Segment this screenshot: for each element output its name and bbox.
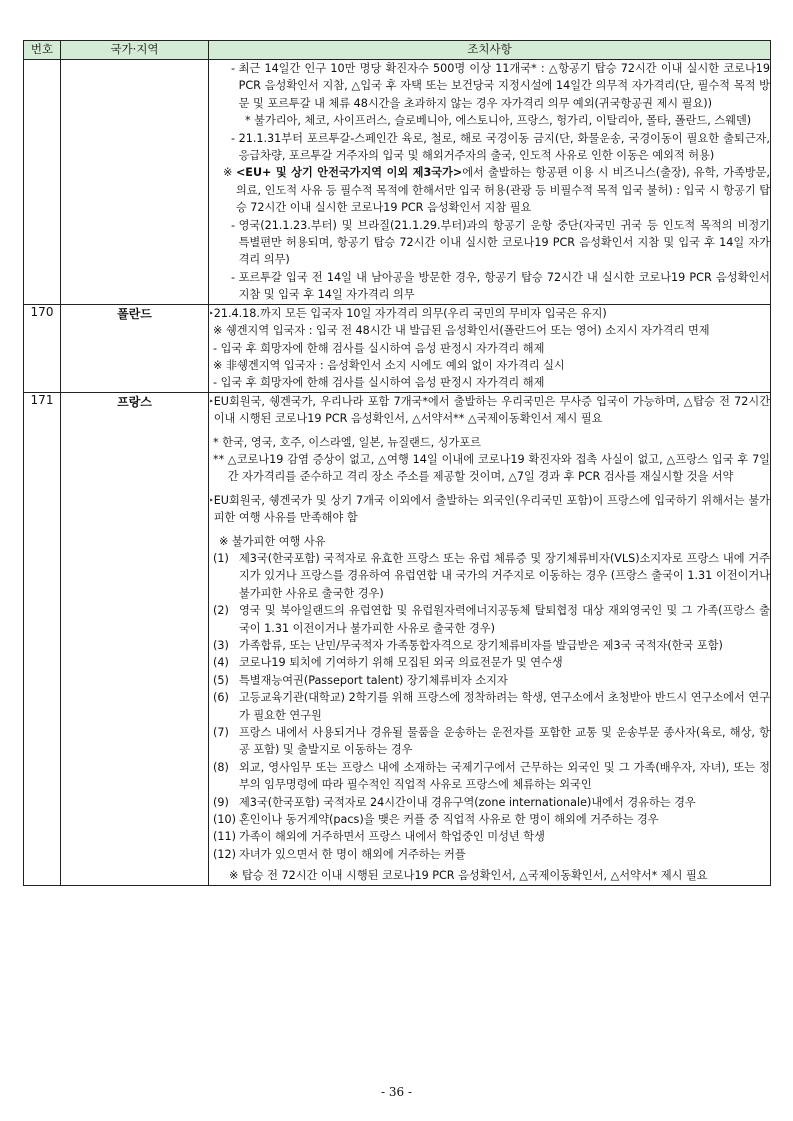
- header-country: 국가·지역: [61, 41, 209, 60]
- list-item: - 포르투갈 입국 전 14일 내 남아공을 방문한 경우, 항공기 탑승 72시간 내 실시한 코로나19 PCR 음성확인서 지참 및 입국 후 14일 자가격리 의무: [231, 270, 770, 302]
- reason-number: (8): [213, 760, 229, 774]
- reason-item: [213, 794, 770, 811]
- reason-number: (4): [213, 656, 229, 670]
- reason-text: 가족이 해외에 거주하면서 프랑스 내에서 학업중인 미성년 학생: [239, 830, 545, 844]
- list-item: ※ 불가피한 여행 사유: [219, 534, 326, 548]
- country-name: 폴란드: [61, 304, 209, 392]
- reason-number: (10): [213, 813, 236, 827]
- country-name: 프랑스: [61, 392, 209, 885]
- list-item: ‣ 21.4.18.까지 모든 입국자 10일 자가격리 의무(우리 국민의 무비자 입국은 유지): [209, 306, 607, 320]
- country-cell: [61, 60, 209, 305]
- reason-item: [213, 828, 770, 845]
- reason-number: (12): [213, 847, 236, 861]
- table-row-poland: [24, 304, 771, 392]
- measures-cell: [209, 60, 771, 305]
- list-item: ** △코로나19 감염 증상이 없고, △여행 14일 이내에 코로나19 확진자와 접촉 사실이 없고, △프랑스 입국 후 7일간 자가격리를 준수하고 격리 장소 주소를 제공할 것이며, △7일 경과 후 PCR 검사를 재실시할 것을 서약: [213, 452, 770, 484]
- emphasis-text: <EU+ 및 상기 안전국가지역 이외 제3국가>: [235, 166, 463, 180]
- header-measures: 조치사항: [209, 41, 771, 60]
- list-item: ※ <EU+ 및 상기 안전국가지역 이외 제3국가>에서 출발하는 항공편 이용 시 비즈니스(출장), 유학, 가족방문, 의료, 인도적 사유 등 필수적 목적에 한해서만 입국 허용(관광 등 비필수적 목적 입국 불허) : 입국 시 항공기 탑승 72시간 이내 실시한 코로나19 PCR 음성확인서 지참 필요: [223, 166, 770, 215]
- measures-cell: [209, 392, 771, 885]
- reason-text: 제3국(한국포함) 국적자로 24시간이내 경유구역(zone internationale)내에서 경유하는 경우: [239, 795, 696, 809]
- row-number: 171: [24, 392, 61, 885]
- list-item: ※ 쉥겐지역 입국자 : 입국 전 48시간 내 발급된 음성확인서(폴란드어 또는 영어) 소지시 자가격리 면제: [213, 324, 710, 338]
- number-cell: [24, 60, 61, 305]
- table-header-row: [24, 41, 771, 60]
- list-item: - 입국 후 희망자에 한해 검사를 실시하여 음성 판정시 자가격리 해제: [213, 376, 545, 390]
- reason-number: (3): [213, 639, 229, 652]
- reason-item: [213, 811, 770, 828]
- reason-item: [213, 689, 770, 724]
- reason-number: (1): [213, 551, 229, 565]
- reason-number: (9): [213, 795, 229, 809]
- reason-number: (5): [213, 673, 229, 687]
- list-item: * 불가리아, 체코, 사이프러스, 슬로베니아, 에스토니아, 프랑스, 헝가리, 이탈리아, 몰타, 폴란드, 스웨덴): [245, 114, 752, 128]
- measures-table: [23, 40, 771, 886]
- list-item: - 21.1.31부터 포르투갈-스페인간 육로, 철로, 해로 국경이동 금지(단, 화물운송, 국경이동이 필요한 출퇴근자, 응급차량, 포르투갈 거주자의 입국 및 해외거주자의 출국, 인도적 사유로 인한 이동은 예외적 허용): [231, 131, 770, 163]
- reason-text: 제3국(한국포함) 국적자로 유효한 프랑스 또는 유럽 체류증 및 장기체류비자(VLS)소지자로 프랑스 내에 거주지가 있거나 프랑스를 경유하여 유럽연합 내 국가의 거주지로 이동하는 경우 (프랑스 출국이 1.31 이전이거나 불가피한 사유로 출국한 경우): [239, 551, 770, 600]
- list-item: * 한국, 영국, 호주, 이스라엘, 일본, 뉴질랜드, 싱가포르: [213, 435, 481, 449]
- header-number: 번호: [24, 41, 61, 60]
- reason-item: [213, 550, 770, 602]
- reason-text: 혼인이나 동거계약(pacs)을 맺은 커플 중 직업적 사유로 한 명이 해외에 거주하는 경우: [239, 813, 659, 827]
- reason-text: 자녀가 있으면서 한 명이 해외에 거주하는 커플: [239, 847, 466, 861]
- list-item: ‣ EU회원국, 쉥겐국가, 우리나라 포함 7개국*에서 출발하는 우리국민은 무사증 입국이 가능하며, △탑승 전 72시간 이내 시행된 코로나19 PCR 음성확인서, △서약서** △국제이동확인서 제시 필요: [209, 394, 770, 426]
- list-item: - 최근 14일간 인구 10만 명당 확진자수 500명 이상 11개국* : △항공기 탑승 72시간 이내 실시한 코로나19 PCR 음성확인서 지참, △입국 후 자택 또는 보건당국 지정시설에 14일간 의무적 자가격리(단, 필수적 목적 방문 및 포르투갈 내 체류 48시간을 초과하지 않는 경우 자가격리 의무 예외(귀국항공권 제시 필요)): [231, 62, 770, 110]
- reason-text: 코로나19 퇴치에 기여하기 위해 모집된 외국 의료전문가 및 연수생: [239, 656, 563, 670]
- reason-text: 특별재능여권(Passeport talent) 장기체류비자 소지자: [239, 673, 508, 687]
- list-item: ‣ EU회원국, 쉥겐국가 및 상기 7개국 이외에서 출발하는 외국인(우리국민 포함)이 프랑스에 입국하기 위해서는 불가피한 여행 사유를 만족해야 함: [209, 493, 770, 525]
- reason-text: 프랑스 내에서 사용되거나 경유될 물품을 운송하는 운전자를 포함한 교통 및 운송부문 종사자(육로, 해상, 항공 포함) 및 출발지로 이동하는 경우: [239, 726, 770, 757]
- page-number: - 36 -: [380, 1085, 412, 1099]
- reason-text: 가족합류, 또는 난민/무국적자 가족통합자격으로 장기체류비자를 발급받은 제3국 국적자(한국 포함): [239, 639, 723, 652]
- reason-item: [213, 759, 770, 794]
- reason-number: (6): [213, 691, 229, 705]
- reason-text: 영국 및 북아일랜드의 유럽연합 및 유럽원자력에너지공동체 탈퇴협정 대상 재외영국인 및 그 가족(프랑스 출국이 1.31 이전이거나 불가피한 사유로 출국한 경우): [239, 604, 770, 635]
- reason-list: [209, 550, 770, 863]
- measures-cell: [209, 304, 771, 392]
- list-item: - 입국 후 희망자에 한해 검사를 실시하여 음성 판정시 자가격리 해제: [213, 341, 545, 355]
- table-row-continued: [24, 60, 771, 305]
- reason-number: (11): [213, 830, 236, 844]
- reason-item: [213, 672, 770, 689]
- reason-text: 외교, 영사임무 또는 프랑스 내에 소재하는 국제기구에서 근무하는 외국인 및 그 가족(배우자, 자녀), 또는 정부의 임무명령에 따라 필수적인 직업적 사유로 프랑스에 체류하는 외국인: [239, 760, 770, 792]
- list-item: ※ 탑승 전 72시간 이내 시행된 코로나19 PCR 음성확인서, △국제이동확인서, △서약서* 제시 필요: [229, 869, 708, 883]
- reason-item: [213, 654, 770, 671]
- list-item: ※ 非쉥겐지역 입국자 : 음성확인서 소지 시에도 예외 없이 자가격리 실시: [213, 358, 565, 372]
- reason-item: [213, 602, 770, 637]
- reason-item: [213, 846, 770, 863]
- reason-number: (2): [213, 604, 229, 618]
- reason-item: [213, 637, 770, 654]
- reason-item: [213, 724, 770, 759]
- reason-text: 고등교육기관(대학교) 2학기를 위해 프랑스에 정착하려는 학생, 연구소에서 초청받아 반드시 연구소에서 연구가 필요한 연구원: [239, 691, 770, 722]
- list-item: - 영국(21.1.23.부터) 및 브라질(21.1.29.부터)과의 항공기 운항 중단(자국민 귀국 등 인도적 목적의 비정기 특별편만 허용되며, 항공기 탑승 72시간 이내 실시한 코로나19 PCR 음성확인서 지참 및 입국 후 14일 자가격리 의무): [231, 218, 770, 267]
- table-row-france: [24, 392, 771, 885]
- reason-number: (7): [213, 726, 229, 740]
- row-number: 170: [24, 304, 61, 392]
